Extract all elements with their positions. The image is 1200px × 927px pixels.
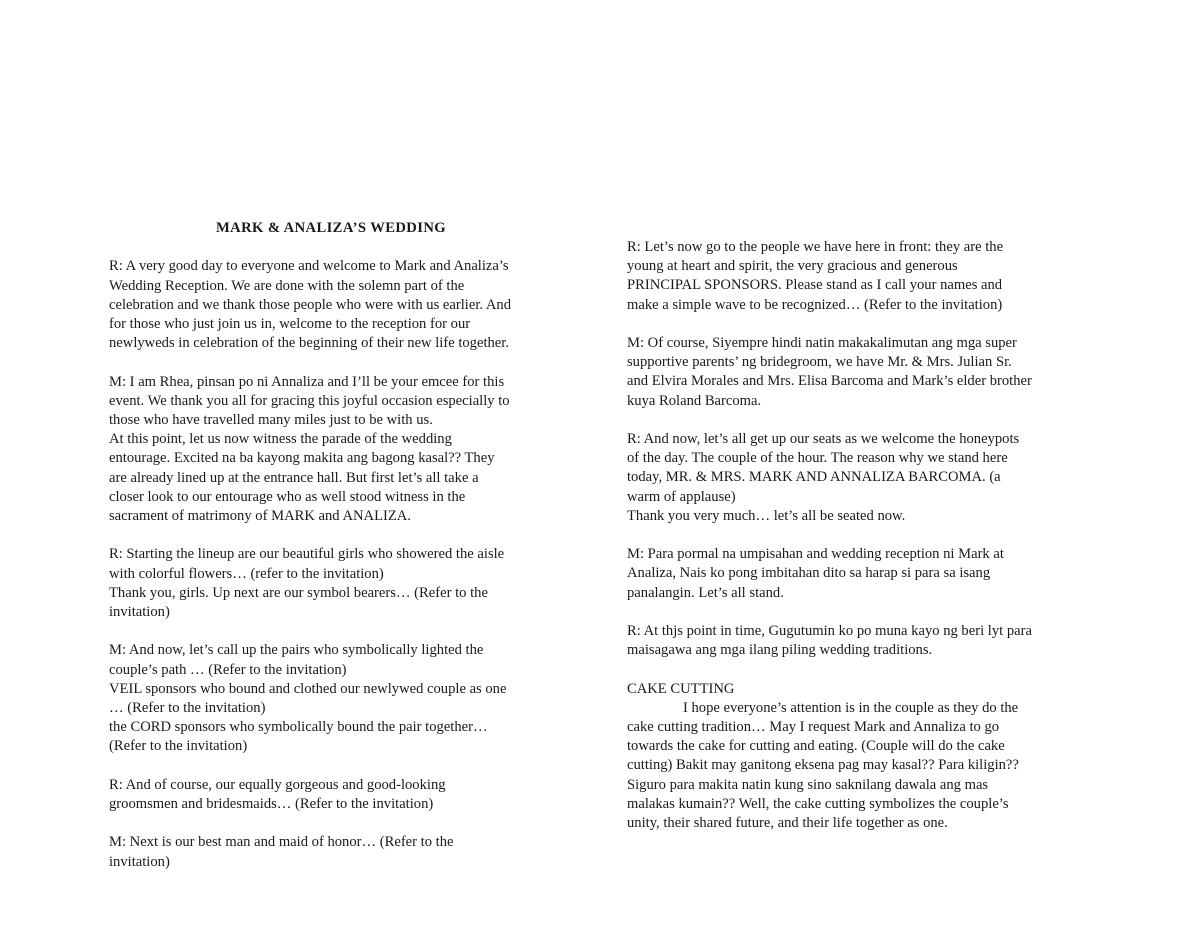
left-paragraphs: [109, 257, 579, 871]
text-line: Wedding Reception. We are done with the solemn part of the: [109, 277, 465, 294]
text-line: young at heart and spirit, the very gracious and generous: [627, 258, 958, 275]
text-line: warm of applause): [627, 488, 736, 505]
text-line: cutting) Bakit may ganitong eksena pag may kasal?? Para kiligin??: [627, 757, 1019, 774]
text-line-content: I hope everyone’s attention is in the couple as they do the: [683, 699, 1019, 716]
text-line: M: Para pormal na umpisahan and wedding reception ni Mark at: [627, 546, 1004, 563]
text-line: newlyweds in celebration of the beginning of their new life together.: [109, 335, 509, 352]
text-line: R: Starting the lineup are our beautiful girls who showered the aisle: [109, 546, 505, 563]
text-line: R: And of course, our equally gorgeous and good-looking: [109, 776, 446, 793]
text-line: towards the cake for cutting and eating. (Couple will do the cake: [627, 738, 1005, 755]
text-line: (Refer to the invitation): [109, 738, 248, 755]
text-line: for those who just join us in, welcome to the reception for our: [109, 316, 471, 332]
text-line: make a simple wave to be recognized… (Refer to the invitation): [627, 296, 1003, 313]
left-column: [109, 219, 579, 872]
paragraph: [109, 257, 579, 353]
text-line: PRINCIPAL SPONSORS. Please stand as I call your names and: [627, 277, 1003, 294]
text-line: maisagawa ang mga ilang piling wedding traditions.: [627, 642, 933, 659]
text-line: Analiza, Nais ko pong imbitahan dito sa harap si para sa isang: [627, 565, 991, 582]
text-line: today, MR. & MRS. MARK AND ANNALIZA BARCOMA. (a: [627, 469, 1001, 486]
text-line: entourage. Excited na ba kayong makita ang bagong kasal?? They: [109, 450, 495, 467]
text-line: Thank you very much… let’s all be seated now.: [627, 507, 906, 524]
text-line: unity, their shared future, and their life together as one.: [627, 815, 948, 832]
text-line: kuya Roland Barcoma.: [627, 392, 762, 409]
text-line: couple’s path … (Refer to the invitation): [109, 661, 347, 678]
text-line: M: Next is our best man and maid of honor… (Refer to the: [109, 834, 454, 851]
text-line: M: And now, let’s call up the pairs who symbolically lighted the: [109, 642, 484, 659]
paragraph: [627, 238, 1097, 315]
paragraph: [627, 680, 1097, 834]
text-line: Siguro para makita natin kung sino saknilang dawala ang mas: [627, 776, 989, 793]
text-line: groomsmen and bridesmaids… (Refer to the invitation): [109, 796, 434, 813]
text-line: invitation): [109, 604, 170, 621]
text-line: VEIL sponsors who bound and clothed our newlywed couple as one: [109, 680, 507, 697]
right-paragraphs: [627, 238, 1097, 833]
text-line: Thank you, girls. Up next are our symbol bearers… (Refer to the: [109, 584, 488, 601]
text-line: malakas kumain?? Well, the cake cutting symbolizes the couple’s: [627, 795, 1009, 812]
paragraph: [109, 776, 579, 814]
text-line: celebration and we thank those people who were with us earlier. And: [109, 296, 512, 313]
paragraph: [109, 833, 579, 871]
text-line: invitation): [109, 853, 170, 870]
text-line: and Elvira Morales and Mrs. Elisa Barcoma and Mark’s elder brother: [627, 373, 1032, 390]
section-heading: CAKE CUTTING: [627, 680, 735, 697]
text-line: the CORD sponsors who symbolically bound the pair together…: [109, 719, 488, 736]
text-line: At this point, let us now witness the parade of the wedding: [109, 431, 452, 448]
text-line: R: Let’s now go to the people we have here in front: they are the: [627, 239, 1004, 255]
text-line: with colorful flowers… (refer to the invitation): [109, 565, 384, 582]
paragraph: [109, 545, 579, 622]
text-line: panalangin. Let’s all stand.: [627, 584, 784, 601]
text-line: of the day. The couple of the hour. The reason why we stand here: [627, 450, 1008, 467]
text-line: event. We thank you all for gracing this joyful occasion especially to: [109, 392, 510, 409]
right-column: [627, 238, 1097, 833]
text-line: … (Refer to the invitation): [109, 700, 266, 717]
paragraph: [627, 334, 1097, 411]
document-title: MARK & ANALIZA’S WEDDING: [216, 220, 447, 236]
paragraph: [109, 373, 579, 527]
text-line: R: And now, let’s all get up our seats as we welcome the honeypots: [627, 431, 1020, 447]
text-line: sacrament of matrimony of MARK and ANALIZA.: [109, 508, 411, 525]
text-line: [627, 699, 1097, 718]
text-line: those who have travelled many miles just to be with us.: [109, 412, 433, 428]
text-line: R: A very good day to everyone and welcome to Mark and Analiza’s: [109, 258, 509, 275]
text-line: closer look to our entourage who as well stood witness in the: [109, 488, 466, 505]
paragraph: [627, 545, 1097, 603]
text-line: M: Of course, Siyempre hindi natin makakalimutan ang mga super: [627, 335, 1017, 351]
paragraph: [627, 430, 1097, 526]
text-line: supportive parents’ ng bridegroom, we have Mr. & Mrs. Julian Sr.: [627, 354, 1012, 371]
text-line: R: At thjs point in time, Gugutumin ko po muna kayo ng beri lyt para: [627, 623, 1032, 639]
text-line: cake cutting tradition… May I request Mark and Annaliza to go: [627, 719, 1000, 735]
text-line: are already lined up at the entrance hall. But first let’s all take a: [109, 469, 479, 486]
paragraph: [109, 641, 579, 756]
text-line: M: I am Rhea, pinsan po ni Annaliza and I’ll be your emcee for this: [109, 373, 505, 390]
paragraph: [627, 622, 1097, 660]
